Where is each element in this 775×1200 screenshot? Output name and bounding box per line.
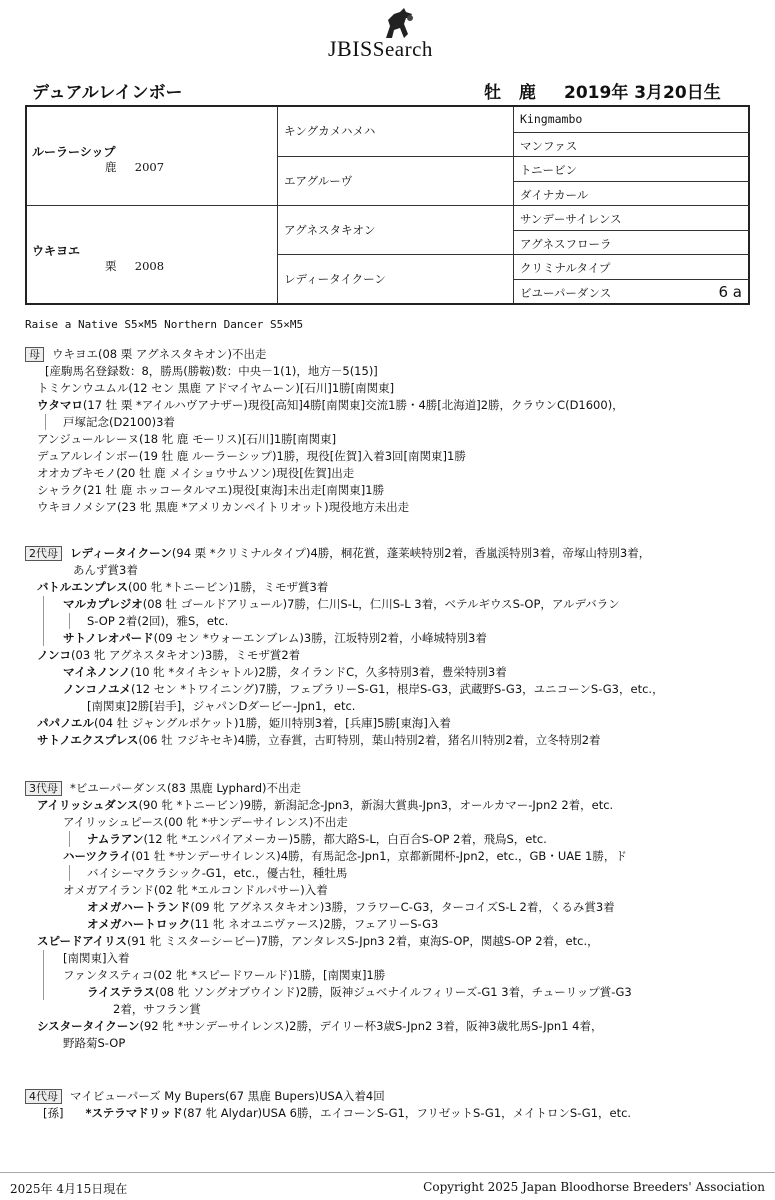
pedigree-gen3-cell[interactable] bbox=[513, 230, 750, 255]
dam-line: [産駒馬名登録数：8，勝馬(勝鞍)数：中央－1(1)，地方－5(15)] bbox=[45, 364, 378, 378]
descendant-record-cont: 野路菊S-OP bbox=[63, 1036, 126, 1050]
tree-connector bbox=[43, 950, 44, 1000]
descendant-name: ナムラアン bbox=[87, 832, 144, 846]
family-number: 6 a bbox=[718, 283, 742, 301]
footer-date: 2025年 4月15日現在 bbox=[10, 1182, 128, 1196]
dam-line: トミケンウユムル(12 セン 黒鹿 アドマイヤムーン)[石川]1勝[南関東] bbox=[37, 381, 395, 395]
descendant-record: (03 牝 アグネスタキオン)3勝，ミモザ賞2着 bbox=[71, 648, 301, 662]
inbreeding-note: Raise a Native S5×M5 Northern Dancer S5×M5 bbox=[25, 318, 304, 331]
tree-connector bbox=[69, 865, 70, 881]
descendant-name: オメガハートランド bbox=[87, 900, 191, 914]
section-tag: 3代母 bbox=[25, 781, 62, 796]
gen2-name: キングカメハメハ bbox=[284, 124, 376, 138]
descendant-name: ノンコノユメ bbox=[63, 682, 131, 696]
descendant-record: オメガアイランド(02 牝 *エルコンドルパサー)入着 bbox=[63, 883, 328, 897]
descendant-record-cont: S-OP 2着(2回)，雅S，etc. bbox=[87, 614, 229, 628]
footer-copyright: Copyright 2025 Japan Bloodhorse Breeders' Association bbox=[423, 1180, 765, 1194]
gen3-name: トニービン bbox=[520, 163, 578, 177]
pedigree-gen2-cell[interactable] bbox=[277, 254, 513, 303]
descendant-name: シスタータイクーン bbox=[37, 1019, 140, 1033]
dam-line: オオカブキモノ(20 牡 鹿 メイショウサムソン)現役[佐賀]出走 bbox=[37, 466, 355, 480]
descendant-name: アイリッシュダンス bbox=[37, 798, 139, 812]
tree-connector bbox=[45, 414, 46, 430]
dam-line: デュアルレインボー(19 牡 鹿 ルーラーシップ)1勝，現役[佐賀]入着3回[南関東]1勝 bbox=[37, 449, 466, 463]
second-dam-name: レディータイクーン bbox=[70, 546, 172, 560]
gen3-name: サンデーサイレンス bbox=[520, 212, 622, 226]
sire-info: 鹿 2007 bbox=[105, 160, 165, 174]
descendant-name: マルカプレジオ bbox=[63, 597, 143, 611]
logo-text-jbis: JBIS bbox=[328, 36, 373, 61]
descendant-name: *ステラマドリッド bbox=[85, 1106, 183, 1120]
pedigree-gen2-cell[interactable] bbox=[277, 156, 513, 205]
descendant-record: (12 牝 *エンパイアメーカー)5勝，都大路S-L，白百合S-OP 2着，飛鳥S，etc. bbox=[143, 832, 547, 846]
descendant-record: (11 牝 ネオユニヴァース)2勝，フェアリーS-G3 bbox=[190, 917, 439, 931]
descendant-name: ノンコ bbox=[37, 648, 72, 662]
descendant-record: (92 牝 *サンデーサイレンス)2勝，デイリー杯3歳S-Jpn2 3着，阪神3歳牝馬S-Jpn1 4着， bbox=[139, 1019, 603, 1033]
pedigree-table bbox=[25, 105, 750, 305]
dam-info: 栗 2008 bbox=[105, 259, 165, 273]
dam-line: ウキヨノメシア(23 牝 黒鹿 *アメリカンペイトリオット)現役地方未出走 bbox=[37, 500, 410, 514]
foal-name-bold: ウタマロ bbox=[37, 398, 83, 412]
descendant-record: (08 牝 ソングオブウインド)2勝，阪神ジュベナイルフィリーズ-G1 3着，チューリップ賞-G3 bbox=[154, 985, 632, 999]
tree-connector bbox=[43, 596, 44, 646]
pedigree-gen2-cell[interactable] bbox=[277, 107, 513, 156]
descendant-record-cont: [南関東]入着 bbox=[63, 951, 130, 965]
pedigree-gen3-cell[interactable] bbox=[513, 107, 750, 132]
descendant-record-cont: [南関東]2勝[岩手]，ジャパンDダービー-Jpn1，etc. bbox=[87, 699, 356, 713]
descendant-name: マイネノンノ bbox=[63, 665, 131, 679]
descendant-record: (91 牝 ミスターシービー)7勝，アンタレスS-Jpn3 2着，東海S-OP，関越S-OP 2着，etc.， bbox=[126, 934, 599, 948]
descendant-name: ハーツクライ bbox=[63, 849, 132, 863]
pedigree-gen3-cell[interactable] bbox=[513, 205, 750, 230]
pedigree-gen3-cell[interactable] bbox=[513, 181, 750, 206]
pedigree-gen3-cell[interactable] bbox=[513, 132, 750, 157]
descendant-name: サトノレオパード bbox=[63, 631, 154, 645]
pedigree-dam[interactable] bbox=[27, 205, 277, 303]
descendant-record: (04 牡 ジャングルポケット)1勝，姫川特別3着，[兵庫]5勝[東海]入着 bbox=[93, 716, 451, 730]
gen2-name: エアグルーヴ bbox=[284, 174, 353, 188]
descendant-record: ファンタスティコ(02 牝 *スピードワールド)1勝，[南関東]1勝 bbox=[63, 968, 386, 982]
pedigree-gen2-cell[interactable] bbox=[277, 205, 513, 254]
dam-line: 戸塚記念(D2100)3着 bbox=[63, 415, 175, 429]
second-dam-record: (94 栗 *クリミナルタイプ)4勝，桐花賞，蓬莱峡特別2着，香嵐渓特別3着，帝塚山特別3着， bbox=[171, 546, 651, 560]
dam-line: アンジュールレーヌ(18 牝 鹿 モーリス)[石川]1勝[南関東] bbox=[37, 432, 337, 446]
footer-divider bbox=[0, 1172, 775, 1173]
descendant-record: (90 牝 *トニービン)9勝，新潟記念-Jpn3，新潟大賞典-Jpn3，オールカマー-Jpn2 2着，etc. bbox=[138, 798, 614, 812]
descendant-record-cont: バイシーマクラシック-G1，etc.，優古牡，種牡馬 bbox=[87, 866, 348, 880]
descendant-name: スピードアイリス bbox=[37, 934, 127, 948]
dam-line: ウキヨエ(08 栗 アグネスタキオン)不出走 bbox=[52, 347, 267, 361]
horse-name: デュアルレインボー bbox=[32, 83, 183, 103]
descendant-name: ライステラス bbox=[87, 985, 155, 999]
dam-line: シャラク(21 牡 鹿 ホッコータルマエ)現役[東海]未出走[南関東]1勝 bbox=[37, 483, 385, 497]
descendant-name: オメガハートロック bbox=[87, 917, 191, 931]
gen3-name: クリミナルタイプ bbox=[520, 261, 611, 275]
section-tag: 2代母 bbox=[25, 546, 62, 561]
descendant-record: アイリッシュピース(00 牝 *サンデーサイレンス)不出走 bbox=[63, 815, 348, 829]
pedigree-sire[interactable] bbox=[27, 107, 277, 205]
third-dam-record: *ビユーパーダンス(83 黒鹿 Lyphard)不出走 bbox=[70, 781, 301, 795]
descendant-record: (10 牝 *タイキシャトル)2勝，タイランドC，久多特別3着，豊栄特別3着 bbox=[130, 665, 507, 679]
descendant-record: (12 セン *トワイニング)7勝，フェブラリーS-G1，根岸S-G3，武蔵野S-G3，ユニコーンS-G3，etc.， bbox=[130, 682, 664, 696]
horse-sex-color: 牡 鹿 bbox=[484, 83, 542, 103]
jbis-logo[interactable] bbox=[328, 8, 468, 61]
horse-title-row bbox=[32, 78, 732, 103]
gen3-name: マンファス bbox=[520, 138, 578, 153]
descendant-record-cont: 2着，サフラン賞 bbox=[113, 1002, 201, 1016]
tree-connector bbox=[69, 613, 70, 629]
logo-text-search: Search bbox=[372, 37, 433, 61]
descendant-record: (01 牡 *サンデーサイレンス)4勝，有馬記念-Jpn1，京都新聞杯-Jpn2，etc.，GB・UAE 1勝，ド bbox=[131, 849, 627, 863]
gen2-name: レディータイクーン bbox=[284, 272, 386, 286]
gen3-name: ビユーパーダンス bbox=[520, 285, 612, 300]
gen3-name: Kingmambo bbox=[520, 112, 583, 126]
descendant-record: (09 セン *ウォーエンブレム)3勝，江坂特別2着，小峰城特別3着 bbox=[153, 631, 487, 645]
descendant-record: (87 牝 Alydar)USA 6勝，エイコーンS-G1，フリゼットS-G1，メイトロンS-G1，etc. bbox=[182, 1106, 632, 1120]
pedigree-gen3-cell[interactable] bbox=[513, 156, 750, 181]
horse-dob: 2019年 3月20日生 bbox=[564, 83, 721, 103]
gen2-name: アグネスタキオン bbox=[284, 223, 376, 237]
second-dam-record-cont: あんず賞3着 bbox=[73, 563, 138, 577]
dam-name: ウキヨエ bbox=[32, 244, 81, 258]
descendant-name: バトルエンプレス bbox=[37, 580, 128, 594]
descendant-record: (00 牝 *トニービン)1勝，ミモザ賞3着 bbox=[127, 580, 329, 594]
descendant-name: サトノエクスプレス bbox=[37, 733, 139, 747]
grandchild-label: [孫] bbox=[43, 1106, 64, 1120]
dam-line: (17 牡 栗 *アイルハヴアナザー)現役[高知]4勝[南関東]交流1勝・4勝[北海道]2勝，クラウンC(D1600)， bbox=[82, 398, 624, 412]
gen3-name: ダイナカール bbox=[520, 187, 589, 202]
descendant-record: (06 牡 フジキセキ)4勝，立春賞，古町特別，葉山特別2着，猪名川特別2着，立冬特別2着 bbox=[138, 733, 601, 747]
sire-name: ルーラーシップ bbox=[32, 145, 116, 159]
pedigree-gen3-cell[interactable] bbox=[513, 254, 750, 279]
tree-connector bbox=[69, 831, 70, 847]
gen3-name: アグネスフローラ bbox=[520, 236, 612, 251]
descendant-record: (08 牡 ゴールドアリュール)7勝，仁川S-L，仁川S-L 3着，ベテルギウスS-OP，アルデバラン bbox=[142, 597, 620, 611]
section-tag: 4代母 bbox=[25, 1089, 62, 1104]
section-tag: 母 bbox=[25, 347, 44, 362]
descendant-record: (09 牝 アグネスタキオン)3勝，フラワーC-G3，ターコイズS-L 2着，くるみ賞3着 bbox=[190, 900, 615, 914]
pedigree-gen3-cell[interactable] bbox=[513, 279, 750, 304]
fourth-dam-record: マイビューパーズ My Bupers(67 黒鹿 Bupers)USA入着4回 bbox=[70, 1089, 385, 1103]
descendant-name: パパノエル bbox=[37, 716, 94, 730]
